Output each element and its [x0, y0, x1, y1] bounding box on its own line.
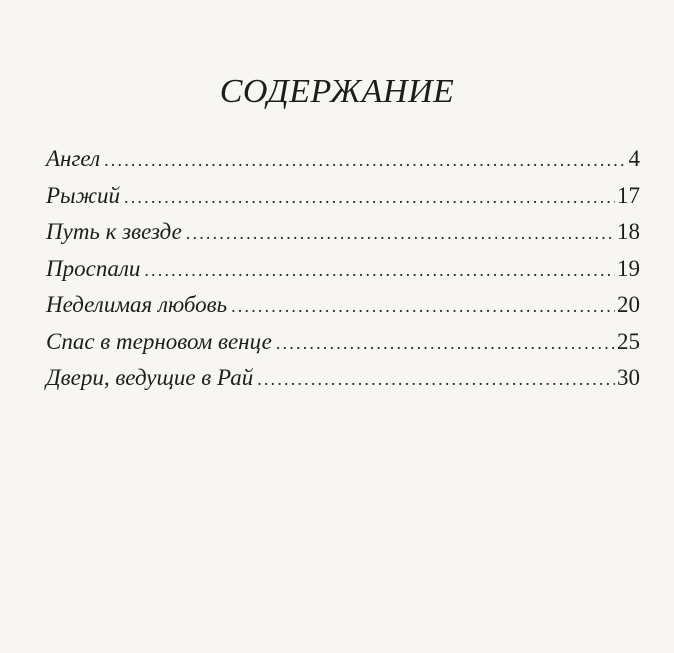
toc-entry-title: Рыжий: [46, 182, 121, 208]
contents-heading: СОДЕРЖАНИЕ: [219, 73, 455, 110]
toc-entry-title: Проспали: [46, 255, 141, 281]
dot-leader: [104, 145, 626, 175]
toc-entry-page-number: 4: [628, 146, 640, 171]
toc-entry-page-number: 19: [617, 255, 640, 281]
toc-entry-angel: [46, 144, 640, 181]
toc-entry-page-number: 30: [617, 365, 640, 390]
toc-entry-put-k-zvezde: [46, 217, 640, 254]
toc-entry-nedelimaya-lyubov: [46, 290, 640, 327]
toc-entry-title: Ангел: [46, 146, 101, 171]
toc-entry-title: Спас в терновом венце: [46, 328, 272, 354]
toc-entry-spas-v-ternovom-ventse: [46, 327, 640, 364]
dot-leader: [257, 364, 615, 394]
toc-entry-page-number: 17: [617, 182, 640, 208]
dot-leader: [276, 328, 615, 358]
toc-entry-title: Двери, ведущие в Рай: [46, 365, 254, 390]
toc-entry-ryzhiy: [46, 181, 640, 218]
dot-leader: [231, 291, 615, 321]
toc-entry-title: Неделимая любовь: [46, 292, 228, 317]
toc-entry-dveri-veduschie-v-ray: [46, 363, 640, 400]
dot-leader: [186, 218, 615, 248]
toc-entry-prospali: [46, 254, 640, 291]
toc-entry-page-number: 25: [617, 328, 640, 354]
toc-entry-page-number: 18: [617, 219, 640, 244]
toc-entry-title: Путь к звезде: [46, 219, 182, 244]
dot-leader: [124, 182, 615, 212]
dot-leader: [144, 255, 615, 285]
table-of-contents: [46, 144, 640, 400]
toc-entry-page-number: 20: [617, 292, 640, 317]
